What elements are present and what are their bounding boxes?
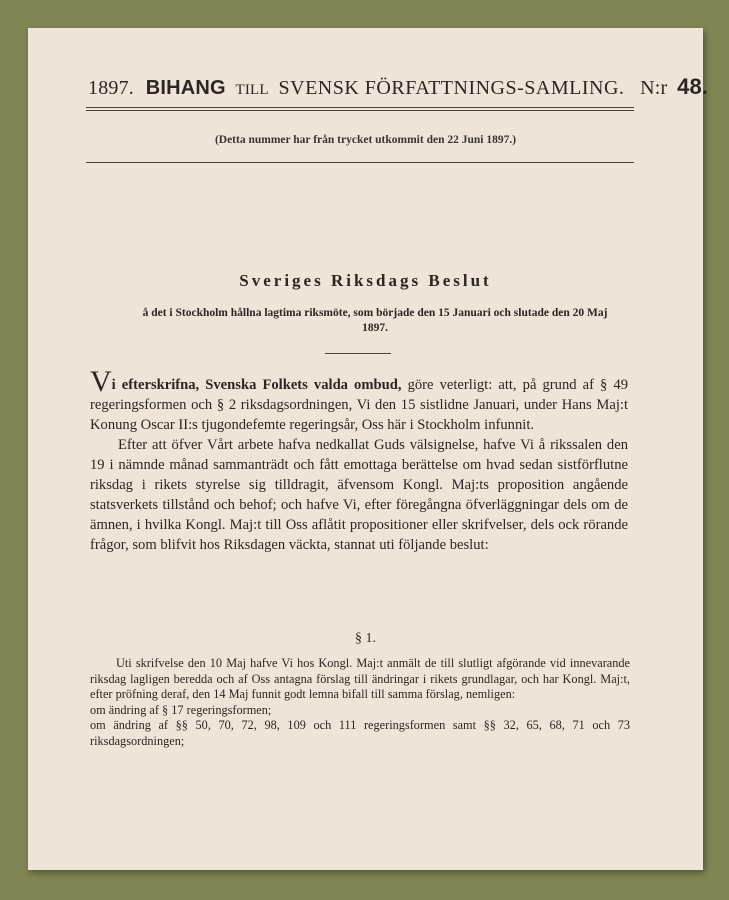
section-text — [90, 656, 630, 749]
header-collection-title: SVENSK FÖRFATTNINGS-SAMLING. — [278, 77, 625, 99]
issue-note-rule — [86, 162, 634, 163]
header-number: 48. — [677, 74, 709, 99]
section-item-2: om ändring af §§ 50, 70, 72, 98, 109 och 111 regeringsformen samt §§ 32, 65, 68, 71 och 73 riksdagsordningen; — [90, 718, 630, 748]
paragraph-2: Efter att öfver Vårt arbete hafva nedkallat Guds välsignelse, hafve Vi å rikssalen den 19 i nämnde månad sammanträdt och fått emottaga berättelse om hvad sedan sistförflutne riksdag i rikets styrelse sig tilldragit, äfvensom Kongl. Maj:ts proposition angående statsverkets tillstånd och behof; och hafve Vi, efter föregångna öfverläggningar dels om de ämnen, i hvilka Kongl. Maj:t till Oss aflåtit propositioner eller skrifvelser, dels ock rörande frågor, som blifvit hos Riksdagen väckta, stannat uti följande beslut: — [90, 437, 628, 553]
issue-note: (Detta nummer har från trycket utkommit den 22 Juni 1897.) — [214, 134, 517, 146]
lead-text: i efterskrifna, Svenska Folkets valda ombud, — [111, 377, 402, 393]
drop-cap: V — [90, 365, 112, 398]
header-number-label: N:r — [640, 77, 668, 99]
document-heading: Sveriges Riksdags Beslut — [239, 271, 492, 290]
header-rule-bottom — [86, 110, 634, 111]
paragraph-1-text: göre veterligt: att, på grund af § 49 regeringsformen och § 2 riksdagsordningen, Vi den 15 sistlidne Januari, under Hans Maj:t Konung Oscar II:s tjugondefemte regeringsår, Oss här i Stockholm infunnit. — [90, 377, 628, 433]
header-rule-top — [86, 107, 634, 108]
main-text — [90, 365, 628, 555]
document-page — [28, 28, 709, 870]
page-header — [88, 74, 709, 100]
header-bihang: BIHANG — [145, 77, 226, 99]
section-paragraph: Uti skrifvelse den 10 Maj hafve Vi hos Kongl. Maj:t anmält de till slutligt afgörande vid innevarande riksdag lagligen beredda och af Oss antagna förslag till ändringar i rikets grundlagar, och har Kongl. Maj:t, efter pröfning deraf, den 14 Maj funnit godt lemna bifall till samma förslag, nemligen: — [90, 656, 630, 701]
header-till: TILL — [235, 82, 269, 98]
section-mark: § 1. — [355, 631, 376, 646]
section-item-1: om ändring af § 17 regeringsformen; — [90, 702, 272, 717]
heading-divider — [325, 353, 391, 354]
paragraph-1 — [90, 365, 628, 435]
document-subheading: å det i Stockholm hållna lagtima riksmöte, som började den 15 Januari och slutade den 20 Maj 1897. — [142, 307, 608, 334]
header-year: 1897. — [88, 77, 134, 99]
